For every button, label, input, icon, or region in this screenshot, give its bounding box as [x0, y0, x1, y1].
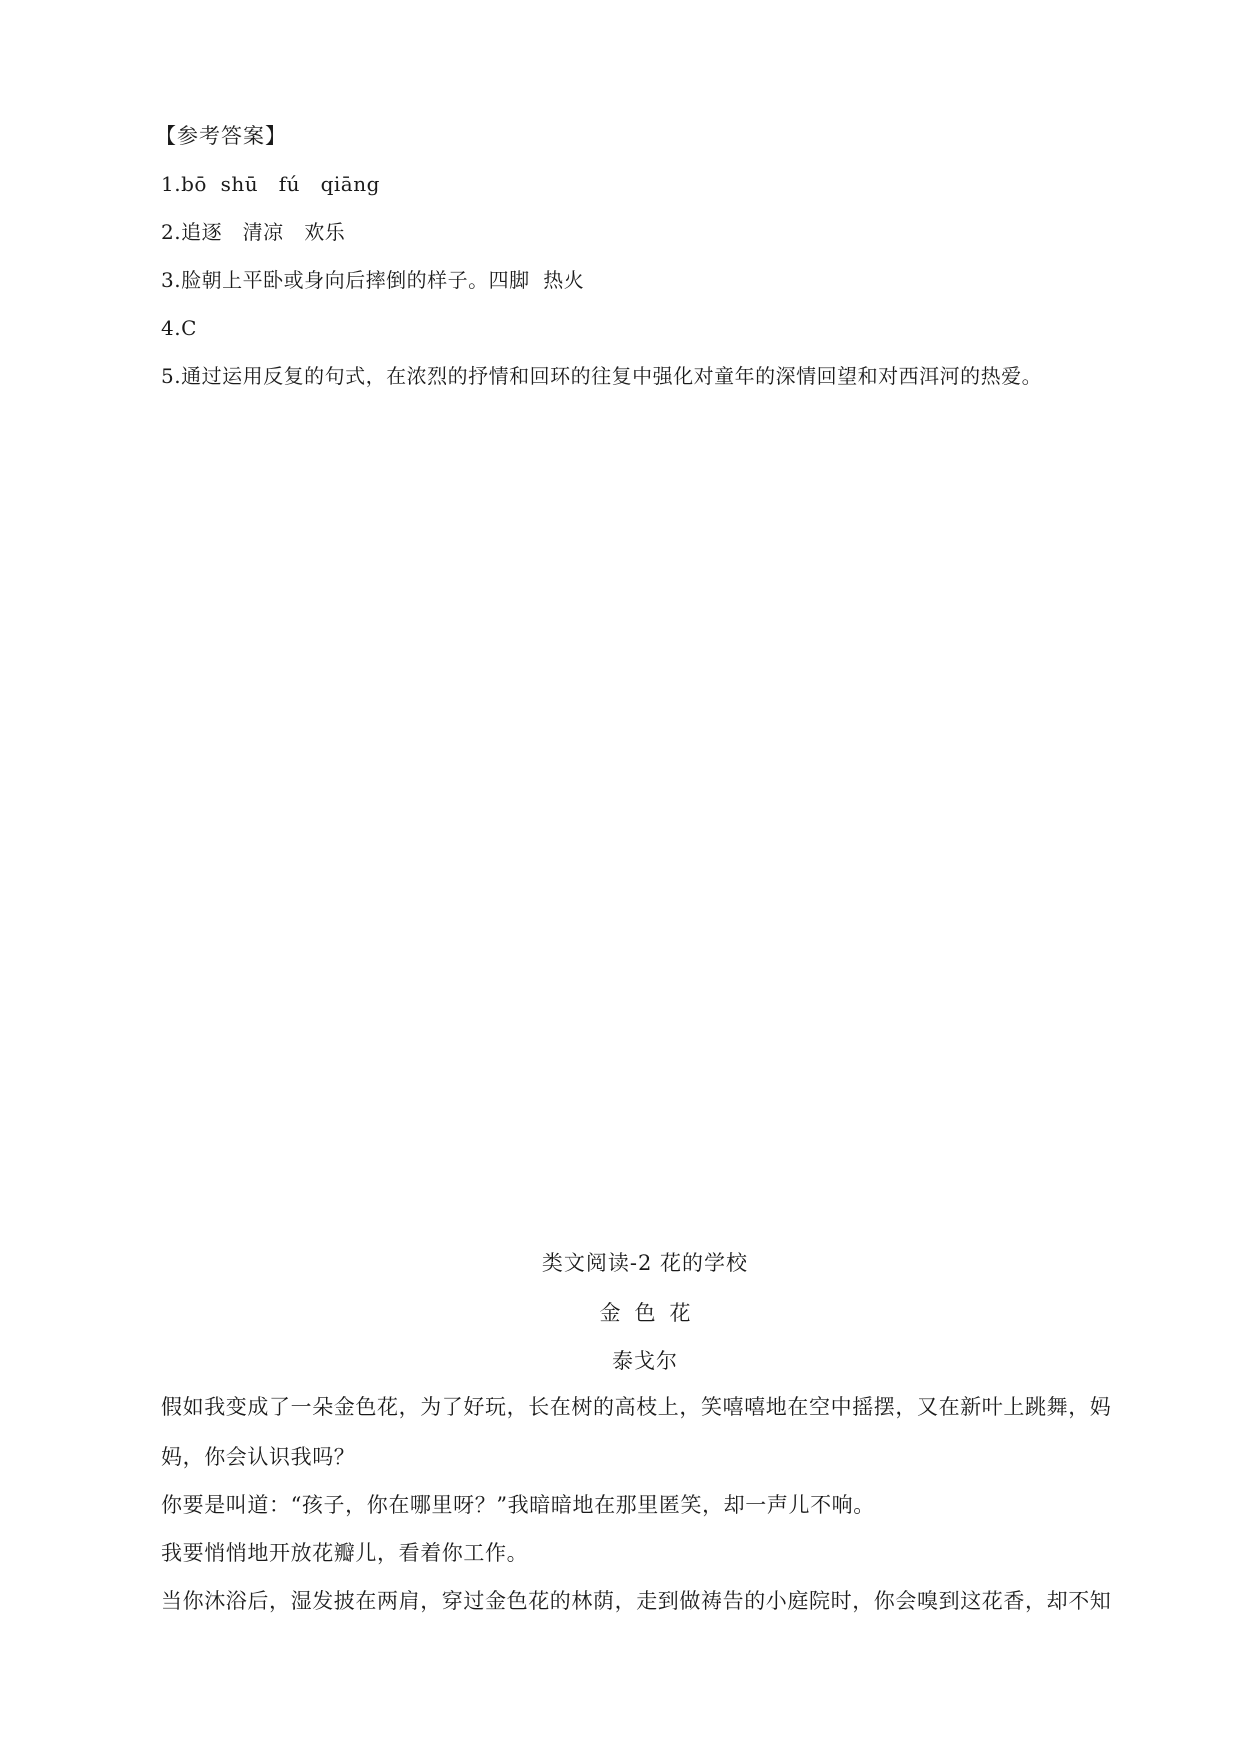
answer-heading: 【参考答案】	[155, 124, 287, 148]
answer-item-4: 4.C	[161, 316, 197, 340]
paragraph-1-line-1: 假如我变成了一朵金色花，为了好玩，长在树的高枝上，笑嘻嘻地在空中摇摆，又在新叶上跳舞，妈	[161, 1395, 1112, 1419]
paragraph-4	[161, 1584, 1129, 1618]
reading-section	[161, 1248, 1129, 1618]
poem-author: 泰戈尔	[612, 1349, 678, 1373]
paragraph-2-line-1: 你要是叫道：“孩子，你在哪里呀？”我暗暗地在那里匿笑，却一声儿不响。	[161, 1493, 875, 1517]
paragraph-2	[161, 1488, 1129, 1522]
section-title: 类文阅读-2 花的学校	[541, 1251, 749, 1275]
answer-item-5: 5.通过运用反复的句式，在浓烈的抒情和回环的往复中强化对童年的深情回望和对西洱河的热爱。	[161, 364, 1043, 388]
answer-item-1: 1.bō shū fú qiāng	[161, 172, 380, 196]
paragraph-1	[161, 1390, 1129, 1474]
paragraph-1-line-2: 妈，你会认识我吗？	[161, 1445, 356, 1469]
poem-title: 金色花	[599, 1301, 705, 1325]
paragraph-3-line-1: 我要悄悄地开放花瓣儿，看着你工作。	[161, 1541, 529, 1565]
answer-item-2: 2.追逐 清凉 欢乐	[161, 220, 346, 244]
answer-item-3: 3.脸朝上平卧或身向后摔倒的样子。四脚 热火	[161, 268, 585, 292]
paragraph-3	[161, 1536, 1129, 1570]
paragraph-4-line-1: 当你沐浴后，湿发披在两肩，穿过金色花的林荫，走到做祷告的小庭院时，你会嗅到这花香，却不知	[161, 1589, 1112, 1613]
answer-section	[155, 122, 1121, 390]
